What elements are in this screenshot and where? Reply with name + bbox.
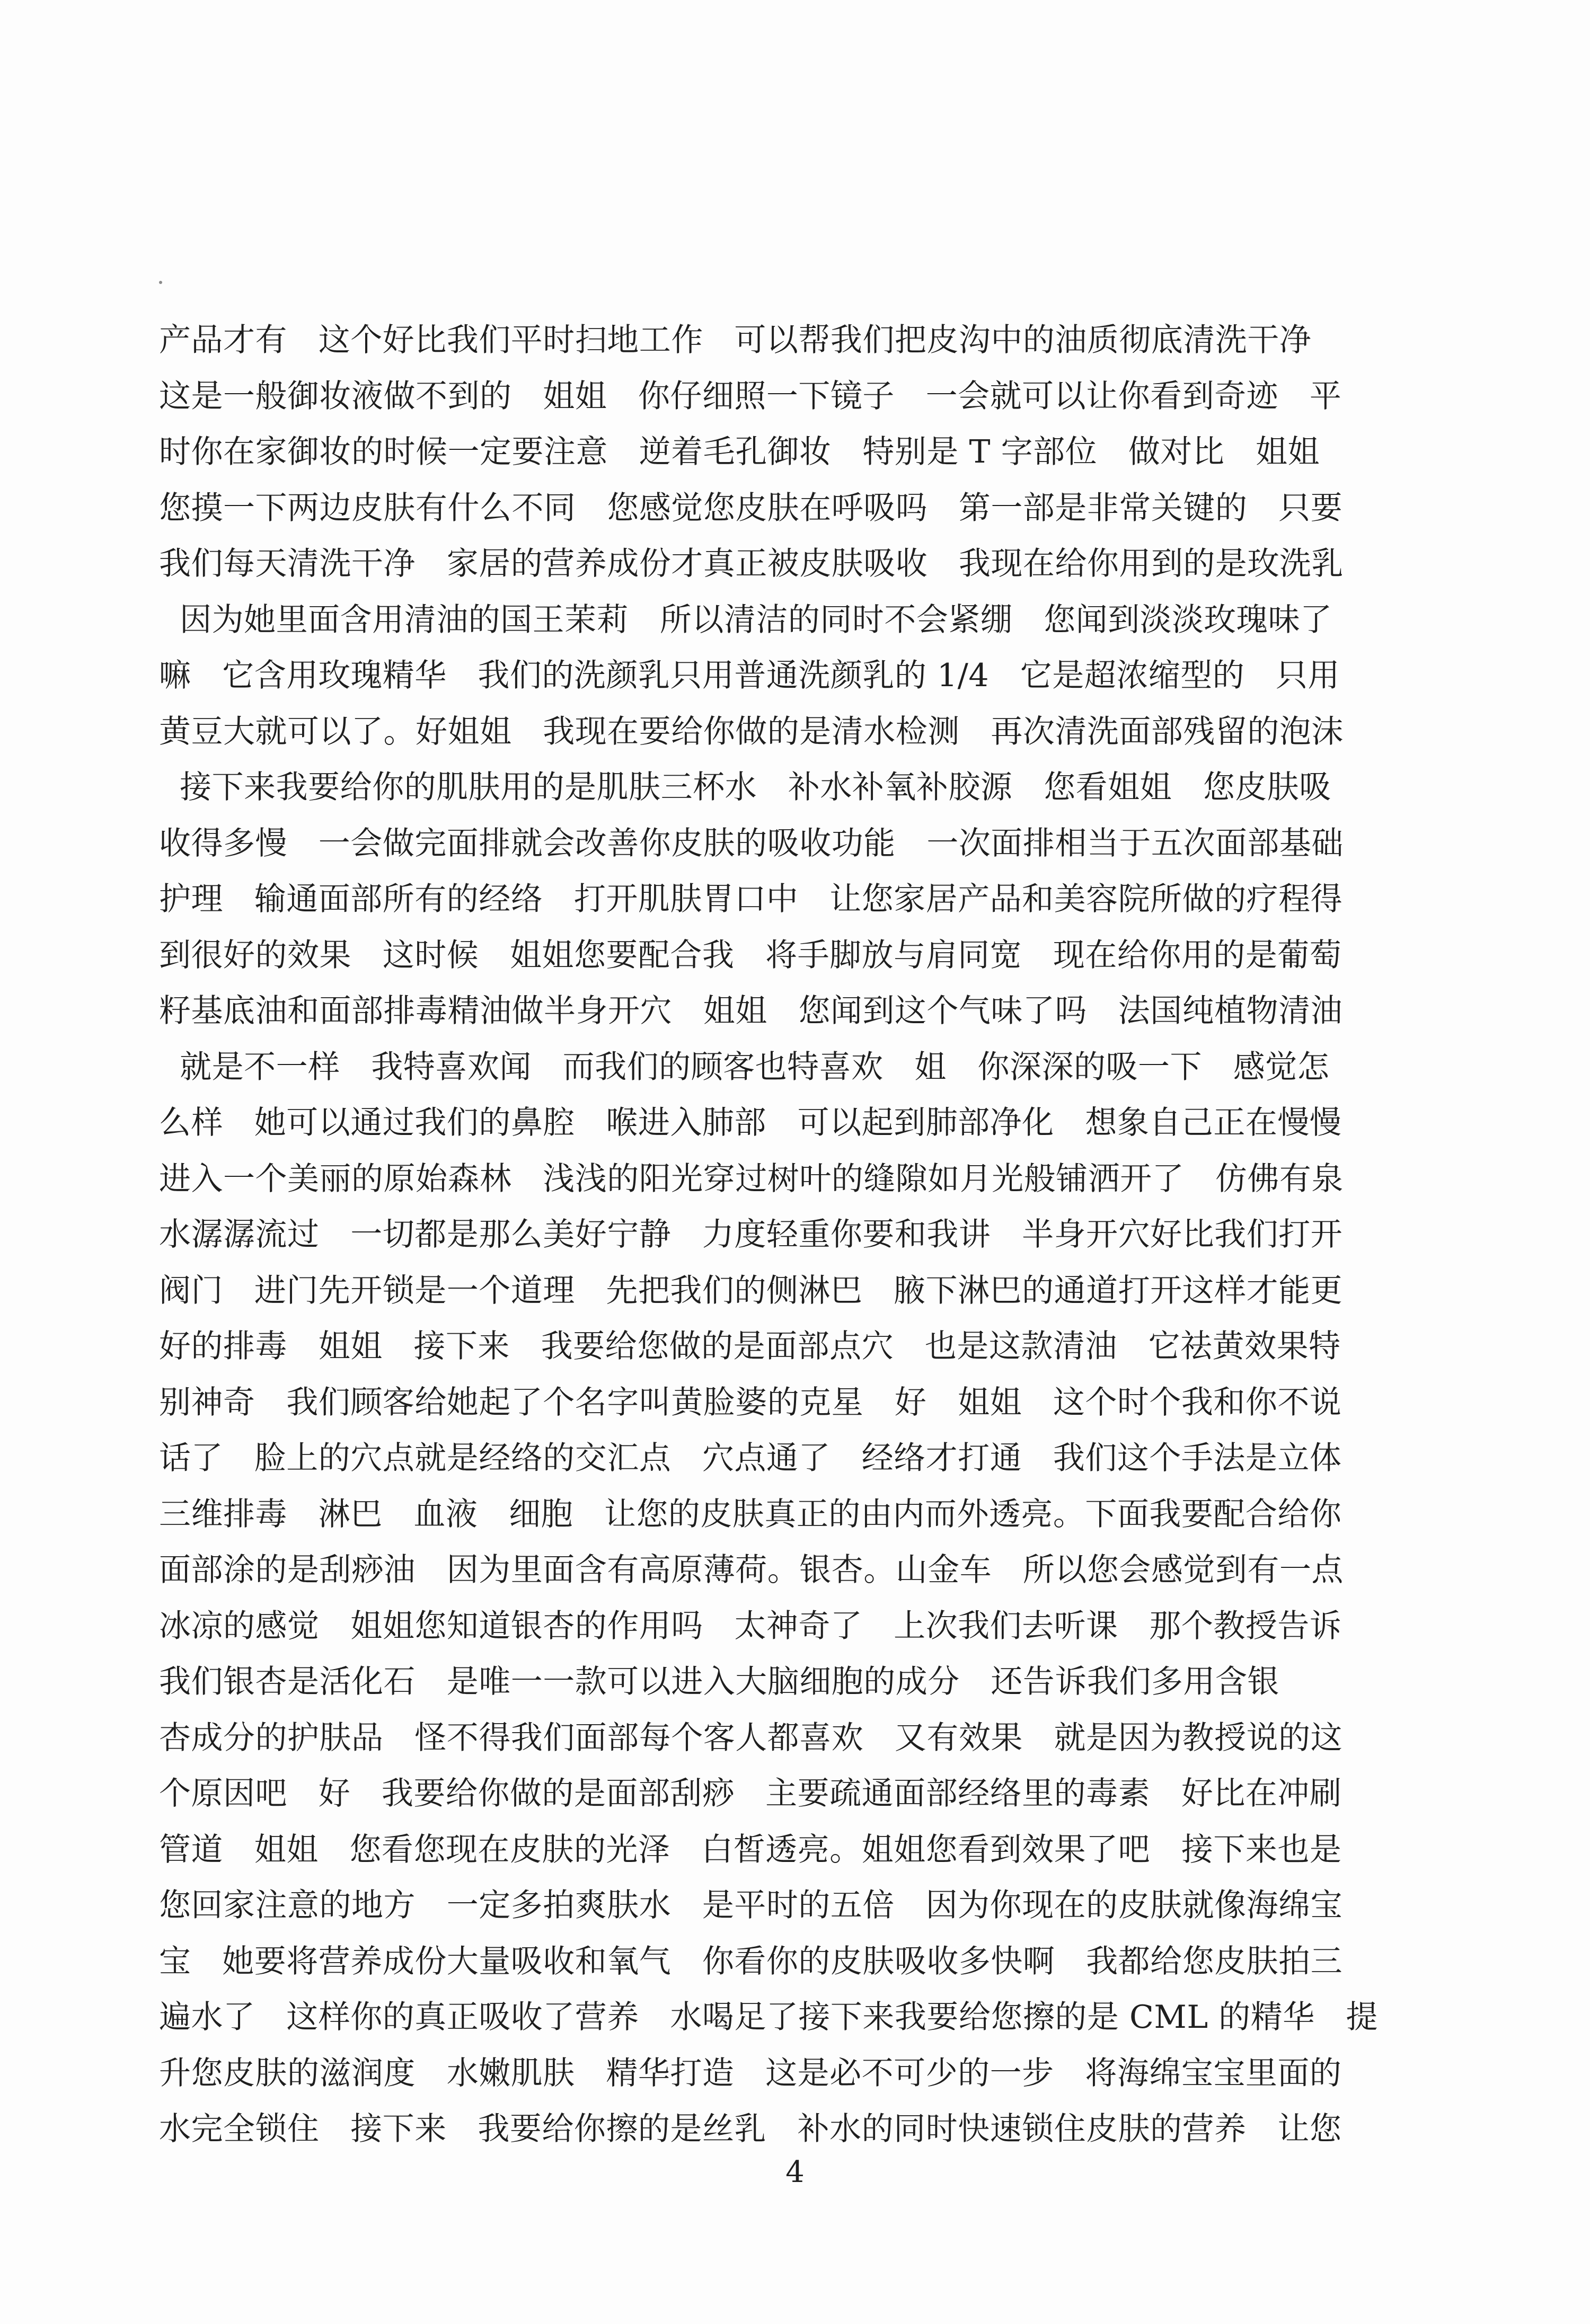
text-line: 时你在家御妆的时候一定要注意 逆着毛孔御妆 特别是 T 字部位 做对比 姐姐	[159, 433, 1320, 471]
text-line: 水完全锁住 接下来 我要给你擦的是丝乳 补水的同时快速锁住皮肤的营养 让您	[159, 2110, 1342, 2148]
text-line: 护理 输通面部所有的经络 打开肌肤胃口中 让您家居产品和美容院所做的疗程得	[159, 881, 1343, 918]
text-line: 升您皮肤的滋润度 水嫩肌肤 精华打造 这是必不可少的一步 将海绵宝宝里面的	[159, 2054, 1342, 2092]
text-line: 遍水了 这样你的真正吸收了营养 水喝足了接下来我要给您擦的是 CML 的精华 提	[159, 1999, 1378, 2036]
text-line: 三维排毒 淋巴 血液 细胞 让您的皮肤真正的由内而外透亮。下面我要配合给你	[159, 1495, 1342, 1533]
text-line: 您摸一下两边皮肤有什么不同 您感觉您皮肤在呼吸吗 第一部是非常关键的 只要	[159, 489, 1343, 527]
text-line: 管道 姐姐 您看您现在皮肤的光泽 白皙透亮。姐姐您看到效果了吧 接下来也是	[159, 1831, 1342, 1868]
text-line: 接下来我要给你的肌肤用的是肌肤三杯水 补水补氧补胶源 您看姐姐 您皮肤吸	[159, 769, 1331, 806]
text-line: 嘛 它含用玫瑰精华 我们的洗颜乳只用普通洗颜乳的 1/4 它是超浓缩型的 只用	[159, 657, 1340, 694]
text-line: 水潺潺流过 一切都是那么美好宁静 力度轻重你要和我讲 半身开穴好比我们打开	[159, 1216, 1343, 1253]
text-line: 宝 她要将营养成份大量吸收和氧气 你看你的皮肤吸收多快啊 我都给您皮肤拍三	[159, 1942, 1343, 1980]
text-line: 籽基底油和面部排毒精油做半身开穴 姐姐 您闻到这个气味了吗 法国纯植物清油	[159, 992, 1343, 1030]
text-line: 黄豆大就可以了。好姐姐 我现在要给你做的是清水检测 再次清洗面部残留的泡沫	[159, 713, 1344, 750]
text-line: 这是一般御妆液做不到的 姐姐 你仔细照一下镜子 一会就可以让你看到奇迹 平	[159, 377, 1342, 415]
text-line: 产品才有 这个好比我们平时扫地工作 可以帮我们把皮沟中的油质彻底清洗干净	[159, 322, 1312, 359]
text-line: 面部涂的是刮痧油 因为里面含有高原薄荷。银杏。山金车 所以您会感觉到有一点	[159, 1551, 1344, 1589]
scan-speck	[159, 281, 162, 284]
text-line: 到很好的效果 这时候 姐姐您要配合我 将手脚放与肩同宽 现在给你用的是葡萄	[159, 936, 1342, 974]
text-line: 么样 她可以通过我们的鼻腔 喉进入肺部 可以起到肺部净化 想象自己正在慢慢	[159, 1104, 1342, 1141]
text-line: 因为她里面含用清油的国王茉莉 所以清洁的同时不会紧绷 您闻到淡淡玫瑰味了	[159, 601, 1332, 638]
text-line: 话了 脸上的穴点就是经络的交汇点 穴点通了 经络才打通 我们这个手法是立体	[159, 1440, 1342, 1477]
text-line: 就是不一样 我特喜欢闻 而我们的顾客也特喜欢 姐 你深深的吸一下 感觉怎	[159, 1048, 1330, 1086]
text-line: 个原因吧 好 我要给你做的是面部刮痧 主要疏通面部经络里的毒素 好比在冲刷	[159, 1775, 1342, 1812]
body-text	[159, 313, 1505, 2158]
page-number: 4	[785, 2155, 805, 2189]
text-line: 您回家注意的地方 一定多拍爽肤水 是平时的五倍 因为你现在的皮肤就像海绵宝	[159, 1887, 1343, 1924]
text-line: 冰凉的感觉 姐姐您知道银杏的作用吗 太神奇了 上次我们去听课 那个教授告诉	[159, 1607, 1342, 1645]
text-line: 杏成分的护肤品 怪不得我们面部每个客人都喜欢 又有效果 就是因为教授说的这	[159, 1719, 1343, 1757]
text-line: 收得多慢 一会做完面排就会改善你皮肤的吸收功能 一次面排相当于五次面部基础	[159, 824, 1344, 862]
text-line: 好的排毒 姐姐 接下来 我要给您做的是面部点穴 也是这款清油 它祛黄效果特	[159, 1328, 1341, 1365]
text-line: 进入一个美丽的原始森林 浅浅的阳光穿过树叶的缝隙如月光般铺洒开了 仿佛有泉	[159, 1160, 1344, 1198]
text-line: 我们每天清洗干净 家居的营养成份才真正被皮肤吸收 我现在给你用到的是玫洗乳	[159, 545, 1344, 582]
text-line: 阀门 进门先开锁是一个道理 先把我们的侧淋巴 腋下淋巴的通道打开这样才能更	[159, 1272, 1343, 1309]
text-line: 我们银杏是活化石 是唯一一款可以进入大脑细胞的成分 还告诉我们多用含银	[159, 1663, 1279, 1700]
text-line: 别神奇 我们顾客给她起了个名字叫黄脸婆的克星 好 姐姐 这个时个我和你不说	[159, 1383, 1342, 1421]
